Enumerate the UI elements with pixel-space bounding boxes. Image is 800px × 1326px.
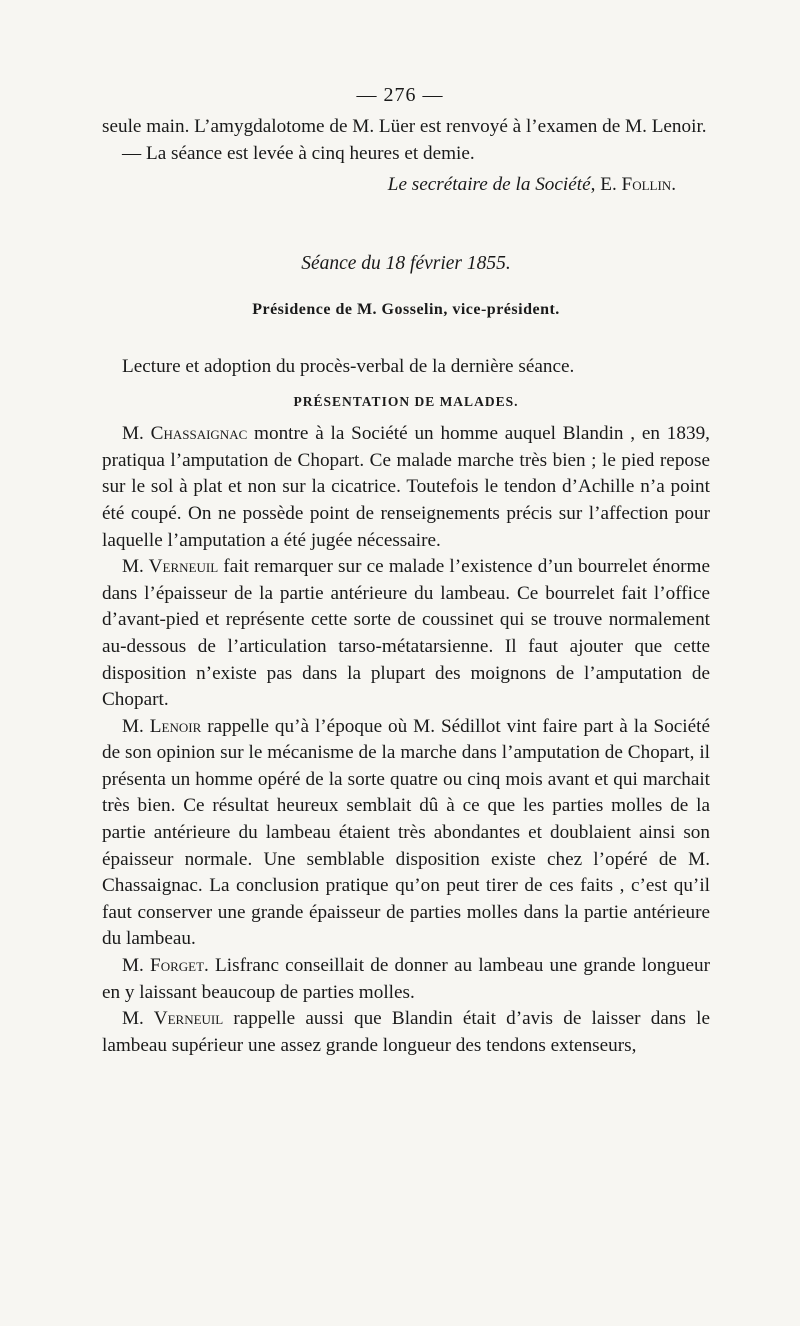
paragraph-text: Lisfranc conseillait de donner au lambeau une grande longueur en y laissant beaucoup de parties molles. <box>102 955 711 1003</box>
speaker-name: M. Verneuil <box>122 556 219 578</box>
paragraph-text: fait remarquer sur ce malade l’existence d’un bourrelet énorme dans l’épaisseur de la partie antérieure du lambeau. Ce bourrelet fait l’office d’avant-pied et représente cette sorte de coussinet qui se trouve normalement au-dessous de l’articulation tarso-métatarsienne. Il faut ajouter que cette disposition n’existe pas dans la plupart des moignons de l’amputation de Chopart. <box>102 556 711 711</box>
signature-label: Le secrétaire de la Société <box>387 174 591 196</box>
paragraph <box>102 1006 710 1059</box>
section-heading: PRÉSENTATION DE MALADES. <box>293 393 519 409</box>
paragraph <box>102 953 710 1006</box>
paragraph <box>102 714 710 953</box>
minutes-reading: Lecture et adoption du procès-verbal de la dernière séance. <box>122 355 575 377</box>
speaker-name: M. Lenoir <box>122 715 202 737</box>
speaker-name: M. Chassaignac <box>122 423 248 445</box>
continuation-paragraph: seule main. L’amygdalotome de M. Lüer est renvoyé à l’examen de M. Lenoir. <box>102 116 707 137</box>
body-text <box>102 114 710 1059</box>
speaker-name: M. Forget. <box>122 955 209 977</box>
signature-separator: , <box>590 174 601 196</box>
signature-name: E. Follin. <box>600 174 676 196</box>
paragraph <box>102 554 710 714</box>
paragraph-text: rappelle aussi que Blandin était d’avis de laisser dans le lambeau supérieur une assez grande longueur des tendons extenseurs, <box>102 1008 711 1056</box>
paragraph <box>102 421 710 554</box>
signature <box>102 172 710 199</box>
paragraph-text: montre à la Société un homme auquel Blandin , en 1839, pratiqua l’amputation de Chopart. Ce malade marche très bien ; le pied repose sur le sol à plat et non sur la cicatrice. Toutefois le tendon d’Achille n’a point été coupé. On ne possède point de renseignements précis sur l’affection pour laquelle l’amputation a été jugée nécessaire. <box>102 423 710 551</box>
paragraph-text: rappelle qu’à l’époque où M. Sédillot vint faire part à la Société de son opinion sur le mécanisme de la marche dans l’amputation de Chopart, il présenta un homme opéré de la sorte quatre ou cinq mois avant et qui marchait très bien. Ce résultat heureux semblait dû à ce que les parties molles de la partie antérieure du lambeau étaient très abondantes et doublaient ainsi son épaisseur normale. Une semblable disposition existe chez l’opéré de M. Chassaignac. La conclusion pratique qu’on peut tirer de ces faits , c’est qu’il faut conserver une grande épaisseur de parties molles dans la partie antérieure du lambeau. <box>102 715 711 950</box>
page-number: — 276 — <box>356 84 444 106</box>
session-title: Séance du 18 février 1855. <box>301 252 511 274</box>
closing-line: — La séance est levée à cinq heures et demie. <box>122 142 475 164</box>
presidency-line: Présidence de M. Gosselin, vice-président. <box>252 301 560 319</box>
speaker-name: M. Verneuil <box>122 1008 224 1030</box>
